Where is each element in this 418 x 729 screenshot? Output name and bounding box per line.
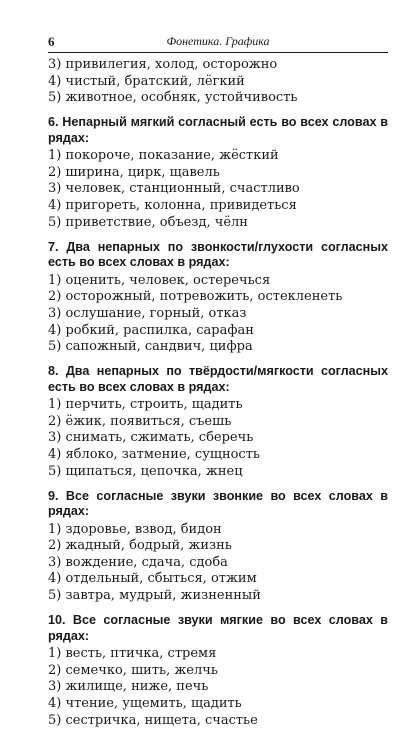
- answer-option: 3) ослушание, горный, отказ: [48, 305, 247, 321]
- answer-option: 2) жадный, бодрый, жизнь: [48, 538, 232, 554]
- answer-option: 4) чтение, ущемить, щадить: [48, 695, 242, 711]
- answer-option: 2) семечко, шить, желчь: [48, 662, 218, 678]
- answer-option: 5) приветствие, объезд, чёлн: [48, 214, 248, 230]
- previous-task-options: [48, 57, 388, 107]
- answer-option: 4) яблоко, затмение, сущность: [48, 447, 260, 462]
- answer-option: 4) пригореть, колонна, привидеться: [48, 198, 297, 214]
- answer-option: 3) привилегия, холод, осторожно: [48, 57, 278, 72]
- answer-option: 2) ёжик, появиться, съешь: [48, 413, 232, 429]
- answer-option: 3) вождение, сдача, сдоба: [48, 554, 228, 570]
- answer-option: 2) ширина, цирк, щавель: [48, 164, 220, 180]
- answer-option: 5) завтра, мудрый, жизненный: [48, 588, 261, 604]
- answer-option: 3) человек, станционный, счастливо: [48, 181, 300, 197]
- answer-option: 1) здоровье, взвод, бидон: [48, 521, 222, 537]
- answer-option: 5) животное, особняк, устойчивость: [48, 90, 298, 106]
- answer-option: 1) оценить, человек, остеречься: [48, 272, 271, 288]
- page-content: [48, 57, 388, 729]
- answer-option: 3) снимать, сжимать, сберечь: [48, 430, 254, 446]
- task-6: [48, 115, 388, 231]
- answer-option: 2) осторожный, потревожить, остекленеть: [48, 289, 343, 305]
- answer-option: 3) жилище, ниже, печь: [48, 679, 209, 695]
- answer-option: 1) весть, птичка, стремя: [48, 646, 217, 662]
- answer-option: 5) сапожный, сандвич, цифра: [48, 339, 253, 355]
- task-question: 7. Два непарных по звонкости/глухости согласных есть во всех словах в рядах:: [48, 239, 388, 270]
- answer-option: 4) чистый, братский, лёгкий: [48, 73, 245, 89]
- answer-option: 5) сестричка, нищета, счастье: [48, 712, 258, 728]
- answer-option: 4) отдельный, сбыться, отжим: [48, 571, 257, 587]
- task-10: [48, 613, 388, 729]
- task-question: 6. Непарный мягкий согласный есть во всех словах в рядах:: [48, 115, 388, 145]
- task-7: [48, 240, 388, 356]
- page-number: 6: [48, 34, 55, 49]
- task-9: [48, 489, 388, 605]
- running-title: Фонетика. Графика: [166, 34, 270, 48]
- answer-option: 1) покороче, показание, жёсткий: [48, 148, 279, 164]
- task-question: 8. Два непарных по твёрдости/мягкости согласных есть во всех словах в рядах:: [48, 364, 388, 394]
- answer-option: 1) перчить, строить, щадить: [48, 397, 243, 413]
- answer-option: 4) робкий, распилка, сарафан: [48, 322, 254, 338]
- answer-option: 5) щипаться, цепочка, жнец: [48, 463, 243, 479]
- page-header: [48, 30, 388, 53]
- task-8: [48, 364, 388, 480]
- task-question: 9. Все согласные звуки звонкие во всех словах в рядах:: [48, 488, 388, 519]
- task-question: 10. Все согласные звуки мягкие во всех словах в рядах:: [48, 613, 388, 643]
